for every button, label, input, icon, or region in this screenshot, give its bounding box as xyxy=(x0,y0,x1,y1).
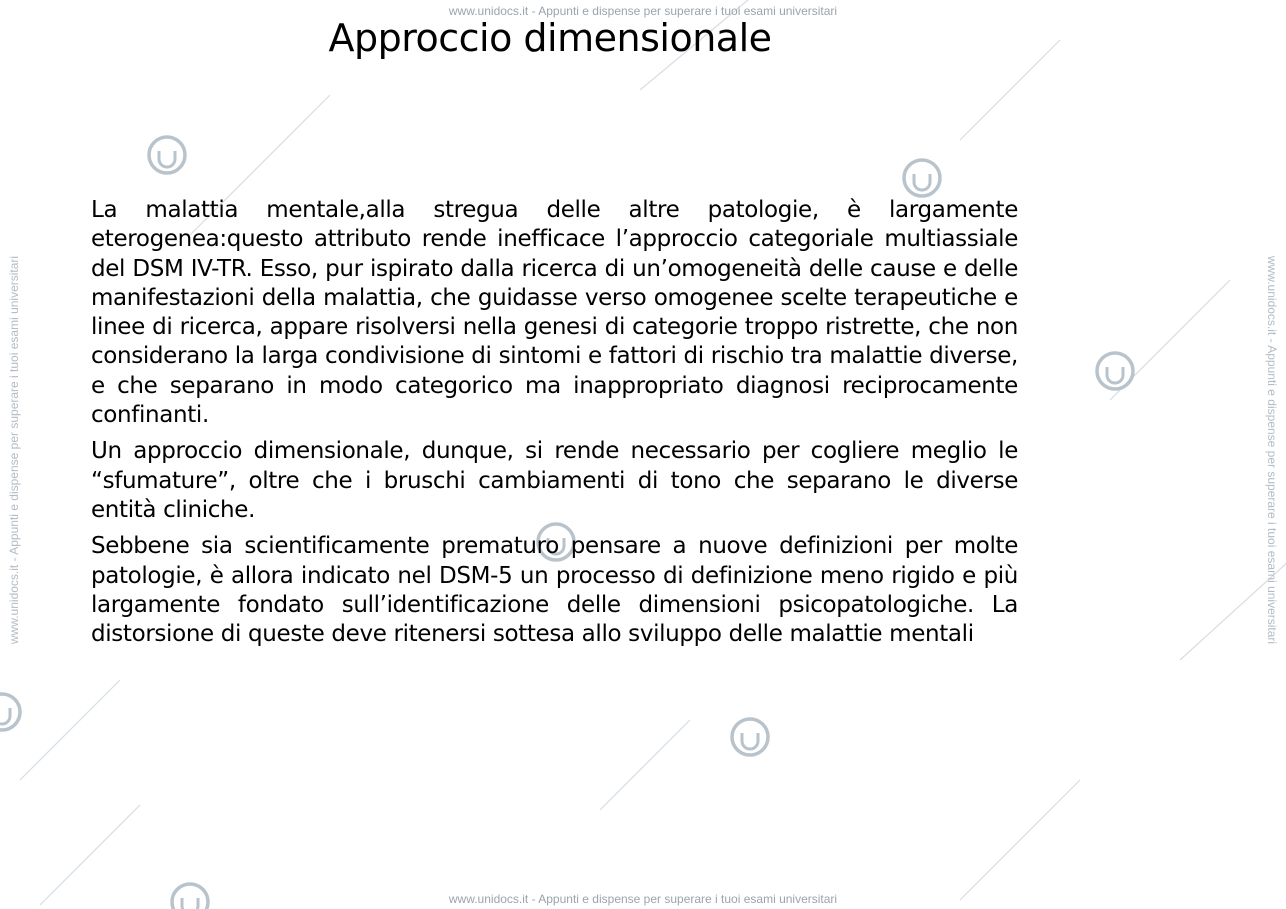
body-paragraph: La malattia mentale,alla stregua delle altre patologie, è largamente eterogenea:questo attributo rende inefficace l’approccio categoriale multiassiale del DSM IV-TR. Esso, pur ispirato dalla ricerca di un’omogeneità delle cause e delle manifestazioni della malattia, che guidasse verso omogenee scelte terapeutiche e linee di ricerca, appare risolversi nella genesi di categorie troppo ristrette, che non considerano la larga condivisione di sintomi e fattori di rischio tra malattie diverse, e che separano in modo categorico ma inappropriato diagnosi reciprocamente confinanti. xyxy=(91,197,1018,429)
slide-body xyxy=(91,196,1018,656)
watermark-logo-icon xyxy=(732,719,768,755)
watermark-top-text: www.unidocs.it - Appunti e dispense per superare i tuoi esami universitari xyxy=(448,4,838,18)
watermark-left-text: www.unidocs.it - Appunti e dispense per superare i tuoi esami universitari xyxy=(7,255,21,645)
slide-title: Approccio dimensionale xyxy=(328,16,772,60)
body-paragraph: Sebbene sia scientificamente prematuro pensare a nuove definizioni per molte patologie, è allora indicato nel DSM-5 un processo di definizione meno rigido e più largamente fondato sull’identificazione delle dimensioni psicopatologiche. La distorsione di queste deve ritenersi sottesa allo sviluppo delle malattie mentali xyxy=(91,533,1018,648)
watermark-logo-icon xyxy=(149,137,185,173)
watermark-logo-icon xyxy=(904,160,940,196)
watermark-right-text: www.unidocs.it - Appunti e dispense per superare i tuoi esami universitari xyxy=(1265,255,1279,645)
watermark-logo-icon xyxy=(1097,353,1133,389)
watermark-bottom-text: www.unidocs.it - Appunti e dispense per superare i tuoi esami universitari xyxy=(448,892,838,906)
body-paragraph: Un approccio dimensionale, dunque, si rende necessario per cogliere meglio le “sfumature”, oltre che i bruschi cambiamenti di tono che separano le diverse entità cliniche. xyxy=(91,438,1018,523)
